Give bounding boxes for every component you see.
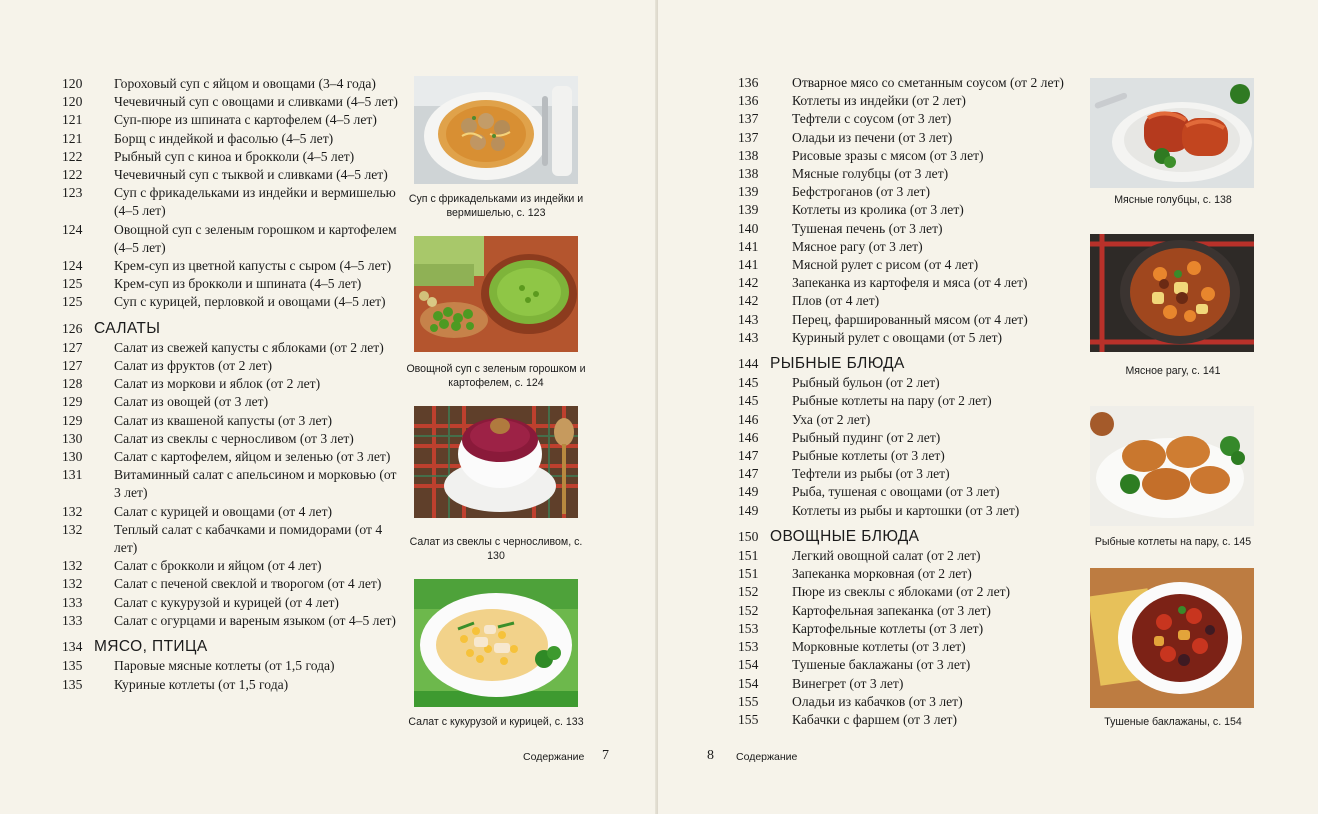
- entry-title: Тушеные баклажаны (от 3 лет): [792, 657, 971, 673]
- entry-page-number: 147: [738, 466, 759, 482]
- contents-entry: [738, 374, 1078, 392]
- entry-page-number: 139: [738, 202, 759, 218]
- entry-title: Суп с фрикадельками из индейки и вермишелью (4–5 лет): [114, 185, 396, 219]
- entry-page-number: 154: [738, 675, 759, 691]
- entry-page-number: 121: [62, 112, 83, 128]
- entry-title: Салат с огурцами и вареным языком (от 4–5 лет): [114, 612, 396, 628]
- contents-entry: [738, 311, 1078, 329]
- page-number: 7: [602, 748, 609, 763]
- contents-entry: [62, 575, 402, 593]
- entry-page-number: 122: [62, 148, 83, 164]
- entry-page-number: 137: [738, 129, 759, 145]
- contents-entry: [738, 292, 1078, 310]
- entry-page-number: 132: [62, 503, 83, 519]
- entry-page-number: 129: [62, 394, 83, 410]
- entry-title: Тефтели с соусом (от 3 лет): [792, 111, 952, 127]
- entry-page-number: 141: [738, 257, 759, 273]
- contents-entry: [62, 412, 402, 430]
- entry-page-number: 151: [738, 566, 759, 582]
- contents-entry: [738, 165, 1078, 183]
- contents-entry: [738, 201, 1078, 219]
- entry-title: Легкий овощной салат (от 2 лет): [792, 548, 981, 564]
- contents-entry: [738, 602, 1078, 620]
- entry-title: Борщ с индейкой и фасолью (4–5 лет): [114, 130, 334, 146]
- soup-meatballs-photo: [414, 76, 578, 184]
- entry-page-number: 123: [62, 185, 83, 201]
- contents-entry: [62, 557, 402, 575]
- entry-title: Отварное мясо со сметанным соусом (от 2 лет): [792, 75, 1064, 90]
- stewed-eggplant-photo: [1090, 568, 1254, 708]
- page-number: 8: [707, 748, 714, 763]
- beet-salad-photo: [414, 406, 578, 518]
- entry-title: Пюре из свеклы с яблоками (от 2 лет): [792, 584, 1011, 600]
- entry-title: Тушеная печень (от 3 лет): [792, 220, 943, 236]
- entry-title: Салат с брокколи и яйцом (от 4 лет): [114, 558, 322, 574]
- entry-page-number: 147: [738, 448, 759, 464]
- entry-title: Рыбные котлеты (от 3 лет): [792, 448, 945, 464]
- entry-title: Плов (от 4 лет): [792, 293, 880, 309]
- footer-section-label: Содержание: [523, 751, 585, 763]
- entry-page-number: 125: [62, 294, 83, 310]
- contents-entry: [62, 448, 402, 466]
- entry-page-number: 144: [738, 356, 759, 372]
- entry-title: Салат с печеной свеклой и творогом (от 4 лет): [114, 576, 382, 592]
- entry-title: Мясной рулет с рисом (от 4 лет): [792, 257, 979, 273]
- section-heading: [62, 320, 402, 338]
- entry-title: Суп с курицей, перловкой и овощами (4–5 лет): [114, 294, 386, 310]
- contents-entry: [738, 411, 1078, 429]
- entry-title: Оладьи из печени (от 3 лет): [792, 129, 953, 145]
- contents-entry: [738, 620, 1078, 638]
- entry-title: Перец, фаршированный мясом (от 4 лет): [792, 311, 1028, 327]
- cabbage-rolls-photo: [1090, 78, 1254, 188]
- entry-title: Тефтели из рыбы (от 3 лет): [792, 466, 950, 482]
- entry-title: Запеканка из картофеля и мяса (от 4 лет): [792, 275, 1028, 291]
- entry-title: Чечевичный суп с тыквой и сливками (4–5 лет): [114, 167, 388, 183]
- entry-title: Картофельные котлеты (от 3 лет): [792, 620, 984, 636]
- entry-page-number: 137: [738, 111, 759, 127]
- entry-title: Чечевичный суп с овощами и сливками (4–5 лет): [114, 94, 398, 110]
- right-contents-list: [738, 74, 1078, 729]
- entry-title: Овощной суп с зеленым горошком и картофелем (4–5 лет): [114, 221, 397, 255]
- entry-page-number: 127: [62, 358, 83, 374]
- entry-title: Рыба, тушеная с овощами (от 3 лет): [792, 484, 1000, 500]
- entry-title: Витаминный салат с апельсином и морковью (от 3 лет): [114, 467, 397, 501]
- entry-title: Крем-суп из брокколи и шпината (4–5 лет): [114, 276, 362, 292]
- entry-title: Крем-суп из цветной капусты с сыром (4–5 лет): [114, 258, 392, 274]
- cabbage-rolls-caption: Мясные голубцы, с. 138: [1114, 194, 1232, 206]
- contents-entry: [738, 638, 1078, 656]
- contents-entry: [738, 147, 1078, 165]
- entry-page-number: 155: [738, 693, 759, 709]
- contents-entry: [738, 110, 1078, 128]
- entry-page-number: 153: [738, 620, 759, 636]
- section-title: РЫБНЫЕ БЛЮДА: [770, 355, 905, 373]
- contents-entry: [62, 275, 402, 293]
- entry-page-number: 136: [738, 93, 759, 109]
- entry-title: Рыбные котлеты на пару (от 2 лет): [792, 393, 992, 409]
- fish-cutlets-photo: [1090, 406, 1254, 526]
- entry-page-number: 146: [738, 411, 759, 427]
- fish-cutlets-caption: Рыбные котлеты на пару, с. 145: [1094, 536, 1252, 548]
- entry-page-number: 138: [738, 147, 759, 163]
- entry-page-number: 145: [738, 393, 759, 409]
- entry-title: Рыбный суп с киноа и брокколи (4–5 лет): [114, 148, 355, 164]
- entry-title: Котлеты из индейки (от 2 лет): [792, 93, 966, 109]
- entry-title: Салат из овощей (от 3 лет): [114, 394, 269, 410]
- entry-title: Котлеты из кролика (от 3 лет): [792, 202, 964, 218]
- footer-section-label: Содержание: [736, 751, 798, 763]
- entry-title: Салат с курицей и овощами (от 4 лет): [114, 503, 333, 519]
- contents-entry: [62, 75, 402, 93]
- entry-page-number: 121: [62, 130, 83, 146]
- entry-page-number: 146: [738, 429, 759, 445]
- contents-entry: [738, 465, 1078, 483]
- entry-page-number: 145: [738, 375, 759, 391]
- entry-title: Котлеты из рыбы и картошки (от 3 лет): [792, 502, 1020, 518]
- entry-page-number: 151: [738, 548, 759, 564]
- section-title: САЛАТЫ: [94, 319, 161, 337]
- entry-title: Теплый салат с кабачками и помидорами (от 4 лет): [114, 521, 383, 556]
- entry-title: Мясные голубцы (от 3 лет): [792, 166, 949, 182]
- contents-entry: [738, 656, 1078, 674]
- beet-salad-caption: Салат из свеклы с черносливом, с. 130: [409, 536, 583, 562]
- contents-entry: [62, 594, 402, 612]
- entry-page-number: 136: [738, 75, 759, 90]
- contents-entry: [62, 676, 402, 694]
- entry-page-number: 154: [738, 657, 759, 673]
- entry-title: Суп-пюре из шпината с картофелем (4–5 лет): [114, 112, 377, 128]
- entry-page-number: 153: [738, 639, 759, 655]
- entry-page-number: 120: [62, 76, 83, 91]
- entry-page-number: 138: [738, 166, 759, 182]
- entry-title: Запеканка морковная (от 2 лет): [792, 566, 972, 582]
- contents-entry: [62, 657, 402, 675]
- entry-page-number: 133: [62, 594, 83, 610]
- contents-entry: [738, 675, 1078, 693]
- contents-entry: [62, 393, 402, 411]
- contents-entry: [62, 184, 402, 220]
- entry-title: Винегрет (от 3 лет): [792, 675, 904, 691]
- entry-page-number: 135: [62, 676, 83, 692]
- entry-page-number: 149: [738, 502, 759, 518]
- entry-title: Картофельная запеканка (от 3 лет): [792, 602, 991, 618]
- entry-title: Мясное рагу (от 3 лет): [792, 238, 923, 254]
- entry-title: Куриные котлеты (от 1,5 года): [114, 676, 289, 692]
- contents-entry: [738, 329, 1078, 347]
- entry-page-number: 141: [738, 238, 759, 254]
- entry-title: Рисовые зразы с мясом (от 3 лет): [792, 147, 984, 163]
- entry-page-number: 140: [738, 220, 759, 236]
- left-page: [0, 0, 657, 814]
- entry-page-number: 143: [738, 311, 759, 327]
- entry-page-number: 152: [738, 602, 759, 618]
- contents-entry: [738, 74, 1078, 92]
- contents-entry: [738, 429, 1078, 447]
- contents-entry: [62, 612, 402, 630]
- entry-page-number: 132: [62, 521, 83, 537]
- contents-entry: [738, 183, 1078, 201]
- entry-page-number: 127: [62, 339, 83, 355]
- contents-entry: [62, 430, 402, 448]
- entry-page-number: 128: [62, 376, 83, 392]
- entry-page-number: 122: [62, 167, 83, 183]
- contents-entry: [62, 130, 402, 148]
- entry-page-number: 139: [738, 184, 759, 200]
- entry-title: Салат из свежей капусты с яблоками (от 2 лет): [114, 339, 384, 355]
- contents-entry: [738, 583, 1078, 601]
- contents-entry: [62, 357, 402, 375]
- contents-entry: [62, 93, 402, 111]
- entry-page-number: 130: [62, 449, 83, 465]
- section-title: ОВОЩНЫЕ БЛЮДА: [770, 527, 920, 545]
- contents-entry: [62, 221, 402, 257]
- entry-page-number: 131: [62, 467, 83, 483]
- entry-title: Кабачки с фаршем (от 3 лет): [792, 711, 957, 727]
- section-heading: [738, 355, 1078, 373]
- contents-entry: [62, 148, 402, 166]
- left-contents-list: [62, 75, 402, 694]
- contents-entry: [62, 111, 402, 129]
- contents-entry: [62, 293, 402, 311]
- entry-page-number: 142: [738, 293, 759, 309]
- contents-entry: [738, 238, 1078, 256]
- entry-page-number: 135: [62, 658, 83, 674]
- entry-title: Рыбный бульон (от 2 лет): [792, 375, 940, 391]
- entry-title: Салат из свеклы с черносливом (от 3 лет): [114, 430, 354, 446]
- contents-entry: [62, 339, 402, 357]
- entry-page-number: 155: [738, 711, 759, 727]
- contents-entry: [738, 693, 1078, 711]
- entry-page-number: 130: [62, 430, 83, 446]
- contents-entry: [738, 547, 1078, 565]
- contents-entry: [738, 483, 1078, 501]
- corn-chicken-salad-caption: Салат с кукурузой и курицей, с. 133: [408, 716, 584, 728]
- contents-entry: [738, 92, 1078, 110]
- contents-entry: [738, 220, 1078, 238]
- entry-title: Рыбный пудинг (от 2 лет): [792, 429, 941, 445]
- right-page: [658, 0, 1318, 814]
- corn-chicken-salad-photo: [414, 579, 578, 707]
- entry-page-number: 152: [738, 584, 759, 600]
- entry-page-number: 133: [62, 612, 83, 628]
- pea-soup-caption: Овощной суп с зеленым горошком и картофелем, с. 124: [406, 363, 586, 389]
- contents-entry: [738, 565, 1078, 583]
- entry-page-number: 129: [62, 412, 83, 428]
- entry-title: Уха (от 2 лет): [792, 411, 871, 427]
- meat-stew-caption: Мясное рагу, с. 141: [1125, 365, 1221, 377]
- meat-stew-photo: [1090, 234, 1254, 352]
- contents-entry: [738, 711, 1078, 729]
- entry-title: Салат из фруктов (от 2 лет): [114, 358, 273, 374]
- stewed-eggplant-caption: Тушеные баклажаны, с. 154: [1104, 716, 1242, 728]
- entry-title: Бефстроганов (от 3 лет): [792, 184, 931, 200]
- entry-page-number: 149: [738, 484, 759, 500]
- section-title: МЯСО, ПТИЦА: [94, 638, 208, 656]
- contents-entry: [738, 502, 1078, 520]
- contents-entry: [62, 466, 402, 502]
- entry-title: Салат с картофелем, яйцом и зеленью (от 3 лет): [114, 449, 391, 465]
- entry-title: Салат из моркови и яблок (от 2 лет): [114, 376, 321, 392]
- contents-entry: [62, 257, 402, 275]
- entry-title: Салат с кукурузой и курицей (от 4 лет): [114, 594, 339, 610]
- entry-page-number: 150: [738, 528, 759, 544]
- entry-page-number: 126: [62, 320, 83, 336]
- section-heading: [62, 638, 402, 656]
- entry-page-number: 124: [62, 221, 83, 237]
- entry-page-number: 120: [62, 94, 83, 110]
- entry-title: Оладьи из кабачков (от 3 лет): [792, 693, 963, 709]
- entry-title: Паровые мясные котлеты (от 1,5 года): [114, 658, 335, 674]
- contents-entry: [62, 503, 402, 521]
- entry-page-number: 132: [62, 558, 83, 574]
- contents-entry: [738, 392, 1078, 410]
- entry-page-number: 142: [738, 275, 759, 291]
- entry-page-number: 143: [738, 329, 759, 345]
- entry-title: Куриный рулет с овощами (от 5 лет): [792, 329, 1003, 345]
- contents-entry: [738, 447, 1078, 465]
- entry-page-number: 125: [62, 276, 83, 292]
- section-heading: [738, 528, 1078, 546]
- entry-title: Гороховый суп с яйцом и овощами (3–4 года): [114, 76, 376, 91]
- contents-entry: [62, 521, 402, 557]
- entry-page-number: 124: [62, 258, 83, 274]
- entry-title: Морковные котлеты (от 3 лет): [792, 639, 966, 655]
- contents-entry: [62, 375, 402, 393]
- soup-meatballs-caption: Суп с фрикадельками из индейки и вермишелью, с. 123: [408, 193, 584, 219]
- entry-page-number: 132: [62, 576, 83, 592]
- entry-page-number: 134: [62, 639, 83, 655]
- contents-entry: [738, 129, 1078, 147]
- pea-soup-photo: [414, 236, 578, 352]
- contents-entry: [738, 256, 1078, 274]
- contents-entry: [62, 166, 402, 184]
- entry-title: Салат из квашеной капусты (от 3 лет): [114, 412, 332, 428]
- contents-entry: [738, 274, 1078, 292]
